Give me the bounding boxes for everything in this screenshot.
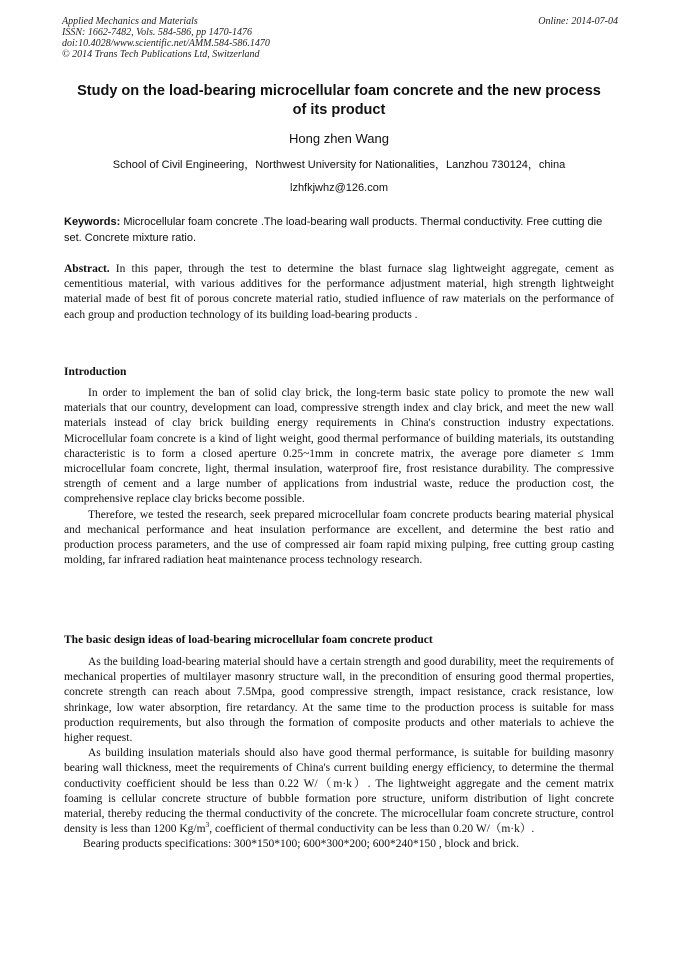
author-name: Hong zhen Wang bbox=[289, 131, 389, 146]
abstract-label: Abstract. bbox=[64, 263, 110, 275]
introduction-paragraph-1: In order to implement the ban of solid clay brick, the long-term basic state policy to promote the new wall materials that our country, development can load, compressive strength index and clay brick, and meet the new wall materials instead of clay brick building energy requirements in China's construction industry expectations. Microcellular foam concrete is a kind of light weight, good thermal performance of building materials, its outstanding characteristic is to form a closed aperture 0.25~1mm in concrete matrix, the average pore diameter ≤ 1mm microcellular foam concrete, light, thermal insulation, waterproof fire, frost resistance durability. The compressive strength of cement and a large number of applications from industrial waste, reduce the production cost, the comprehensive replace clay bricks become possible. bbox=[64, 387, 614, 506]
author-affiliation: School of Civil Engineering，Northwest University for Nationalities，Lanzhou 730124，china bbox=[112, 159, 566, 171]
introduction-heading: Introduction bbox=[64, 366, 127, 378]
product-specifications: Bearing products specifications: 300*150*100; 600*300*200; 600*240*150 , block and brick. bbox=[83, 838, 519, 851]
online-date: Online: 2014-07-04 bbox=[538, 16, 618, 27]
author-email: lzhfkjwhz@126.com bbox=[290, 182, 388, 194]
journal-header bbox=[62, 16, 618, 60]
design-paragraph-2-tail: , coefficient of thermal conductivity can be less than 0.20 W/（m·k）. bbox=[209, 823, 535, 836]
copyright-line: © 2014 Trans Tech Publications Ltd, Switzerland bbox=[62, 49, 260, 60]
issn-line: ISSN: 1662-7482, Vols. 584-586, pp 1470-1476 bbox=[62, 27, 252, 38]
journal-name: Applied Mechanics and Materials bbox=[62, 16, 198, 27]
introduction-paragraph-2: Therefore, we tested the research, seek prepared microcellular foam concrete products bearing material physical and mechanical performance and heat insulation performance are excellent, and determine the best ratio and production process parameters, and the use of compressed air foam rapid mixing pulping, free cutting group casting molding, far infrared radiation heat maintenance process technology research. bbox=[64, 508, 614, 567]
design-paragraph-2 bbox=[64, 746, 614, 837]
keywords-label: Keywords: bbox=[64, 216, 121, 228]
abstract-text: In this paper, through the test to determine the blast furnace slag lightweight aggregate, cement as cementitious material, with various additives for the performance adjustment material, high strength lightweight material made of best fit of porous concrete material ratio, studied influence of raw materials on the performance of each group and production technology of its building load-bearing products . bbox=[64, 263, 614, 321]
design-ideas-body bbox=[64, 655, 614, 853]
keywords-text: Microcellular foam concrete .The load-bearing wall products. Thermal conductivity. Free cutting die set. Concrete mixture ratio. bbox=[64, 216, 603, 244]
introduction-body bbox=[64, 386, 614, 568]
keywords bbox=[64, 215, 614, 246]
design-paragraph-2-text: As building insulation materials should also have good thermal performance, is suitable for building masonry bearing wall thickness, meet the requirements of China's current building energy efficiency, to determine the thermal conductivity coefficient should be less than 0.22 W/（m·k）. The lightweight aggregate and the cement matrix foaming is cellular concrete structure of bubble formation pore structure, uniform distribution of light concrete material, thereby reducing the thermal conductivity of the concrete. The microcellular foam concrete structure, control density is less than 1200 Kg/m bbox=[64, 747, 614, 836]
cubic-superscript: 3 bbox=[205, 820, 210, 830]
design-paragraph-1: As the building load-bearing material should have a certain strength and good durability, meet the requirements of mechanical properties of multilayer masonry structure wall, in the precondition of ensuring good thermal properties, concrete strength can reach about 7.5Mpa, good compressive strength, impact resistance, crack resistance, low shrinkage, low water absorption, fire retardancy. At the same time to the production process is suitable for mass production requirements, but also through the formation of composite products and other materials to achieve the higher request. bbox=[64, 656, 614, 745]
doi-line: doi:10.4028/www.scientific.net/AMM.584-586.1470 bbox=[62, 38, 270, 49]
abstract bbox=[64, 262, 614, 323]
paper-title: Study on the load-bearing microcellular foam concrete and the new process of its product bbox=[77, 83, 601, 118]
design-ideas-heading: The basic design ideas of load-bearing microcellular foam concrete product bbox=[64, 634, 433, 646]
